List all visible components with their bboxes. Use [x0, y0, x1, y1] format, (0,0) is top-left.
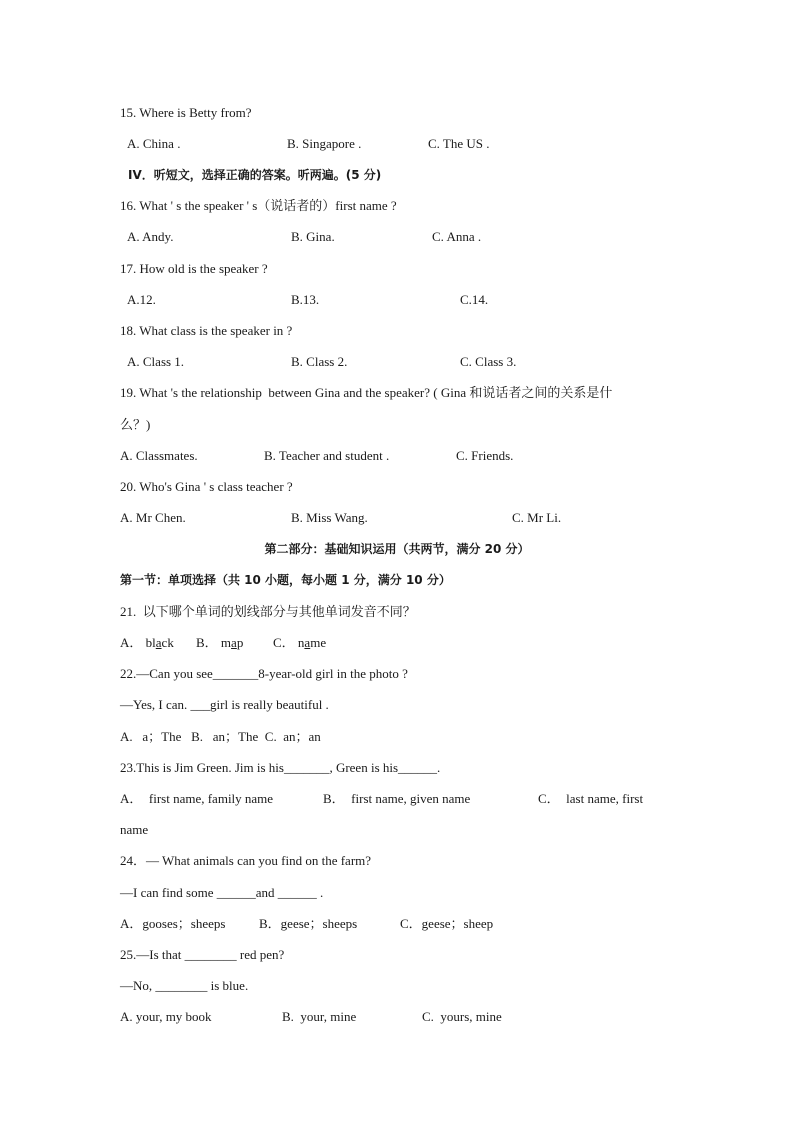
word-part: p [236, 635, 244, 650]
question-20: 20. Who's Gina ' s class teacher ? [120, 479, 293, 494]
option-23-a: A． first name, family name [120, 791, 274, 806]
option-15-c: C. The US . [428, 136, 490, 151]
question-19-line-1: 19. What 's the relationship between Gina and the speaker? ( Gina 和说话者之间的关系是什 [120, 385, 613, 400]
option-24-b: B．geese；sheeps [259, 916, 358, 931]
option-18-b: B. Class 2. [291, 354, 348, 369]
option-label: A． [120, 635, 143, 650]
option-20-b: B. Miss Wang. [291, 510, 368, 525]
question-24-line-2: —I can find some ______and ______ . [120, 885, 324, 900]
question-23: 23.This is Jim Green. Jim is his_______, Green is his______. [120, 760, 441, 775]
option-16-a: A. Andy. [127, 229, 174, 244]
option-25-a: A. your, my book [120, 1009, 212, 1024]
option-17-b: B.13. [291, 292, 320, 307]
question-22-line-2: —Yes, I can. ___girl is really beautiful . [120, 697, 329, 712]
word-part: n [297, 635, 305, 650]
option-label: C． [273, 635, 295, 650]
word-part: bl [145, 635, 156, 650]
question-25-line-2: —No, ________ is blue. [120, 978, 249, 993]
option-19-a: A. Classmates. [120, 448, 198, 463]
word-part: me [310, 635, 327, 650]
option-21-c [273, 634, 326, 652]
question-17: 17. How old is the speaker ? [120, 261, 268, 276]
option-16-b: B. Gina. [291, 229, 335, 244]
question-15: 15. Where is Betty from? [120, 105, 252, 120]
word-part: ck [161, 635, 174, 650]
option-20-a: A. Mr Chen. [120, 510, 186, 525]
option-19-b: B. Teacher and student . [264, 448, 390, 463]
option-24-a: A．gooses；sheeps [120, 916, 226, 931]
option-23-c: C． last name, first [538, 791, 644, 806]
question-21: 21. 以下哪个单词的划线部分与其他单词发音不同？ [120, 604, 416, 619]
question-18: 18. What class is the speaker in ? [120, 323, 293, 338]
option-23-c-continued: name [120, 822, 149, 837]
option-label: B． [196, 635, 218, 650]
question-22-options: A. a；The B. an；The C. an；an [120, 729, 321, 744]
question-22-line-1: 22.—Can you see_______8-year-old girl in the photo ? [120, 666, 408, 681]
underlined-letter: a [304, 635, 311, 650]
option-16-c: C. Anna . [432, 229, 482, 244]
option-21-b [196, 634, 243, 652]
option-17-a: A.12. [127, 292, 156, 307]
option-24-c: C．geese；sheep [400, 916, 494, 931]
option-19-c: C. Friends. [456, 448, 514, 463]
underlined-letter: a [231, 635, 237, 650]
question-25-line-1: 25.—Is that ________ red pen? [120, 947, 285, 962]
option-17-c: C.14. [460, 292, 489, 307]
section-1-heading: 第一节：单项选择（共 10 小题，每小题 1 分，满分 10 分） [120, 573, 451, 587]
option-25-b: B. your, mine [282, 1009, 357, 1024]
option-20-c: C. Mr Li. [512, 510, 562, 525]
part-2-heading: 第二部分：基础知识运用（共两节，满分 20 分） [264, 542, 530, 556]
question-19-line-2: 么？) [120, 417, 151, 432]
option-15-b: B. Singapore . [287, 136, 362, 151]
option-25-c: C. yours, mine [422, 1009, 502, 1024]
question-24-line-1: 24．— What animals can you find on the farm? [120, 853, 372, 868]
option-15-a: A. China . [127, 136, 181, 151]
word-part: m [220, 635, 232, 650]
section-iv-heading: IV．听短文，选择正确的答案。听两遍。(5 分) [128, 168, 382, 182]
question-16: 16. What ' s the speaker ' s（说话者的）first name ? [120, 198, 397, 213]
underlined-letter: a [155, 635, 162, 650]
option-18-a: A. Class 1. [127, 354, 185, 369]
option-18-c: C. Class 3. [460, 354, 517, 369]
option-23-b: B． first name, given name [323, 791, 471, 806]
option-21-a [120, 634, 174, 652]
